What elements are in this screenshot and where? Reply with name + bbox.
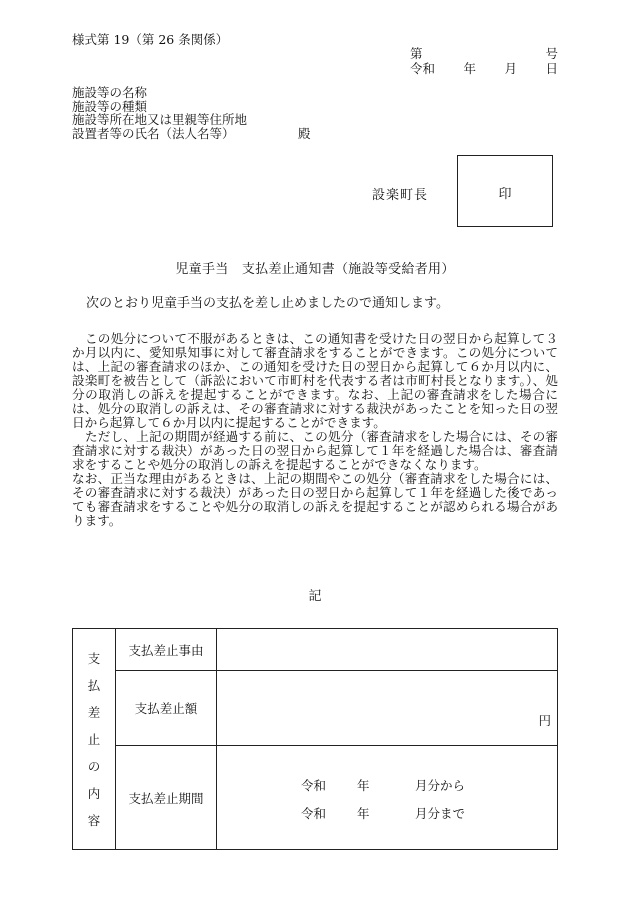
period-from-era: 令和 bbox=[301, 778, 327, 793]
group-char: 容 bbox=[87, 812, 101, 828]
period-from-year: 年 bbox=[357, 778, 370, 793]
appeal-paragraph: この処分について不服があるときは、この通知書を受けた日の翌日から起算して３か月以内に、愛知県知事に対して審査請求をすることができます。この処分については、上記の審査請求のほか、この通知を受けた日の翌日から起算して６か月以内に、設楽町を被告として（訴訟において市町村を代表する者は市町村長となります。）、処分の取消しの訴えを提起することができます。なお、上記の審査請求をした場合には、処分の取消しの訴えは、その審査請求に対する裁決があったことを知った日の翌日から起算して６か月以内に提起することができます。 bbox=[72, 331, 558, 430]
amount-label: 支払差止額 bbox=[116, 671, 217, 746]
detail-group-label bbox=[73, 629, 116, 850]
period-to-year: 年 bbox=[357, 806, 370, 821]
period-to-era: 令和 bbox=[301, 806, 327, 821]
doc-number-dai: 第 bbox=[410, 46, 423, 61]
facility-name-label: 施設等の名称 bbox=[72, 85, 148, 100]
form-number: 様式第 19（第 26 条関係） bbox=[72, 32, 229, 47]
reason-value bbox=[217, 629, 558, 671]
appeal-notice bbox=[72, 332, 558, 528]
amount-value bbox=[217, 671, 558, 746]
date-year: 年 bbox=[463, 61, 476, 76]
seal-mark: 印 bbox=[498, 187, 512, 202]
period-value bbox=[217, 746, 558, 850]
amount-unit: 円 bbox=[538, 713, 551, 728]
date-day: 日 bbox=[545, 61, 558, 76]
group-char: 支 bbox=[87, 650, 101, 666]
group-char: 止 bbox=[87, 731, 101, 747]
date-month: 月 bbox=[504, 61, 517, 76]
reason-label: 支払差止事由 bbox=[116, 629, 217, 671]
document-number-block bbox=[410, 46, 558, 76]
period-to-month: 月分まで bbox=[415, 806, 466, 821]
group-char: 内 bbox=[87, 785, 101, 801]
group-char: 差 bbox=[87, 704, 101, 720]
recipient-block bbox=[72, 85, 311, 141]
doc-number-go: 号 bbox=[545, 46, 558, 61]
ki-heading: 記 bbox=[308, 589, 322, 604]
detail-table bbox=[72, 628, 558, 850]
lead-sentence: 次のとおり児童手当の支払を差し止めましたので通知します。 bbox=[86, 296, 449, 311]
period-from-month: 月分から bbox=[415, 778, 466, 793]
issuer-name: 設楽町長 bbox=[372, 188, 429, 203]
group-char: の bbox=[87, 758, 101, 774]
facility-address-label: 施設等所在地又は里親等住所地 bbox=[72, 112, 248, 127]
period-label: 支払差止期間 bbox=[116, 746, 217, 850]
date-era: 令和 bbox=[410, 61, 436, 76]
honorific: 殿 bbox=[298, 125, 311, 141]
founder-name-label: 設置者等の氏名（法人名等） bbox=[72, 125, 235, 141]
facility-type-label: 施設等の種類 bbox=[72, 98, 148, 114]
appeal-paragraph: なお、正当な理由があるときは、上記の期間やこの処分（審査請求をした場合には、その審査請求に対する裁決）があった日の翌日から起算して１年を経過した後であっても審査請求をすることや処分の取消しの訴えを提起することが認められる場合があります。 bbox=[72, 471, 559, 528]
seal-box bbox=[457, 155, 553, 227]
period-lines bbox=[301, 772, 465, 828]
period-to bbox=[301, 800, 465, 828]
document-title: 児童手当 支払差止通知書（施設等受給者用） bbox=[175, 262, 455, 277]
group-char: 払 bbox=[87, 677, 101, 693]
appeal-paragraph: ただし、上記の期間が経過する前に、この処分（審査請求をした場合には、その審査請求に対する裁決）があった日の翌日から起算して１年を経過した場合は、審査請求をすることや処分の取消しの訴えを提起することができなくなります。 bbox=[72, 429, 558, 472]
period-from bbox=[301, 772, 465, 800]
